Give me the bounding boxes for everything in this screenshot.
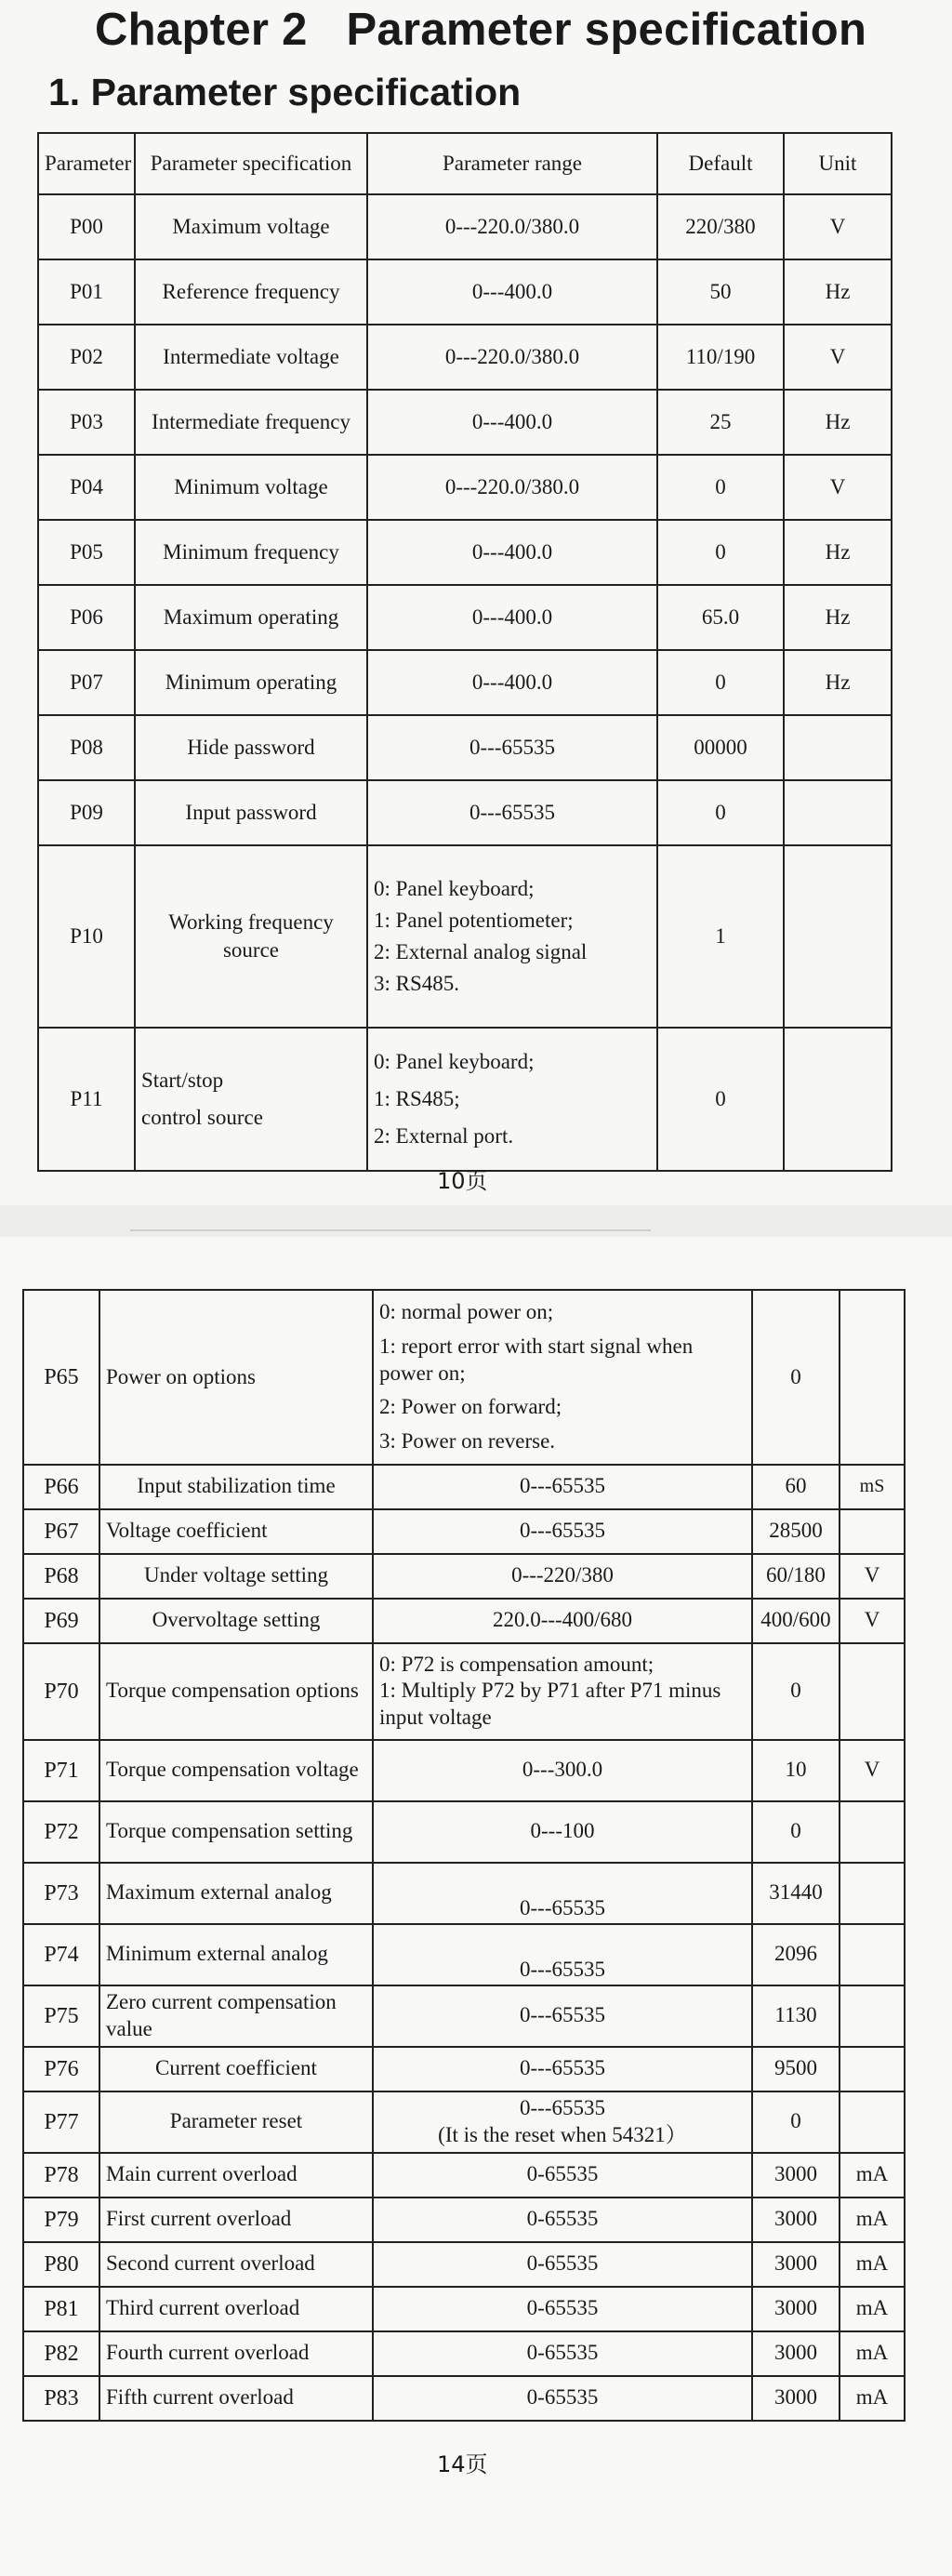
table-row — [38, 455, 892, 520]
param-default: 1130 — [752, 1985, 840, 2047]
param-code: P01 — [38, 259, 135, 325]
param-spec: Minimum voltage — [135, 455, 367, 520]
table-row-p10 — [38, 845, 892, 1028]
param-spec: Voltage coefficient — [99, 1509, 373, 1554]
param-unit: V — [784, 194, 892, 259]
param-spec: Maximum operating — [135, 585, 367, 650]
param-code: P00 — [38, 194, 135, 259]
table-row-p65 — [23, 1290, 905, 1465]
param-code: P80 — [23, 2242, 99, 2287]
param-unit — [784, 1028, 892, 1171]
param-default: 400/600 — [752, 1599, 840, 1643]
param-spec: Under voltage setting — [99, 1554, 373, 1599]
section-title: 1. Parameter specification — [48, 71, 522, 113]
param-default: 0 — [657, 780, 784, 845]
table-row — [38, 194, 892, 259]
param-spec: Minimum operating — [135, 650, 367, 715]
param-range: 0-65535 — [373, 2198, 752, 2242]
option-item: 1: RS485; — [374, 1087, 460, 1111]
param-range: 0---300.0 — [373, 1740, 752, 1801]
range-line: 0---65535 — [520, 2096, 605, 2119]
header-default: Default — [657, 133, 784, 194]
table-row — [38, 390, 892, 455]
param-default: 00000 — [657, 715, 784, 780]
param-range: 0-65535 — [373, 2376, 752, 2421]
param-range: 0---65535 — [373, 1985, 752, 2047]
param-range: 0---400.0 — [367, 390, 657, 455]
param-range: 0---100 — [373, 1801, 752, 1863]
table-row — [23, 2242, 905, 2287]
param-code: P09 — [38, 780, 135, 845]
param-code: P10 — [38, 845, 135, 1028]
param-range: 0---65535 — [373, 1509, 752, 1554]
param-unit — [784, 845, 892, 1028]
param-range: 0---220.0/380.0 — [367, 194, 657, 259]
table-row — [23, 2376, 905, 2421]
table-row — [38, 715, 892, 780]
param-default: 3000 — [752, 2331, 840, 2376]
table-row — [38, 780, 892, 845]
param-code: P68 — [23, 1554, 99, 1599]
param-unit — [840, 1801, 905, 1863]
param-code: P78 — [23, 2153, 99, 2198]
header-range: Parameter range — [367, 133, 657, 194]
param-default: 60/180 — [752, 1554, 840, 1599]
option-item: 2: External analog signal — [374, 940, 588, 963]
table-row — [23, 2047, 905, 2091]
param-default: 9500 — [752, 2047, 840, 2091]
param-code: P73 — [23, 1863, 99, 1924]
param-default: 50 — [657, 259, 784, 325]
param-code: P03 — [38, 390, 135, 455]
page-divider — [130, 1229, 651, 1231]
param-unit: mA — [840, 2242, 905, 2287]
param-default: 3000 — [752, 2287, 840, 2331]
param-default: 0 — [657, 455, 784, 520]
param-code: P05 — [38, 520, 135, 585]
param-unit: mS — [840, 1465, 905, 1509]
option-item: 2: Power on forward; — [379, 1395, 562, 1419]
param-default: 110/190 — [657, 325, 784, 390]
param-spec: Parameter reset — [99, 2091, 373, 2153]
param-code: P67 — [23, 1509, 99, 1554]
param-default: 65.0 — [657, 585, 784, 650]
param-default: 25 — [657, 390, 784, 455]
param-unit — [840, 1643, 905, 1740]
param-spec: Fourth current overload — [99, 2331, 373, 2376]
param-default: 0 — [752, 2091, 840, 2153]
param-unit: mA — [840, 2153, 905, 2198]
page-10 — [0, 0, 952, 1205]
option-item: 0: normal power on; — [379, 1300, 554, 1323]
parameter-table-page-10 — [37, 132, 892, 1172]
param-default: 60 — [752, 1465, 840, 1509]
param-spec: Zero current compensation value — [99, 1985, 373, 2047]
page-14 — [0, 1237, 952, 2576]
param-spec: Current coefficient — [99, 2047, 373, 2091]
param-range: 0---400.0 — [367, 585, 657, 650]
header-spec: Parameter specification — [135, 133, 367, 194]
param-default: 2096 — [752, 1924, 840, 1985]
param-code: P75 — [23, 1985, 99, 2047]
param-unit: Hz — [784, 650, 892, 715]
param-unit: mA — [840, 2287, 905, 2331]
param-spec: Second current overload — [99, 2242, 373, 2287]
param-unit: Hz — [784, 585, 892, 650]
param-range: 0-65535 — [373, 2287, 752, 2331]
param-code: P83 — [23, 2376, 99, 2421]
param-code: P82 — [23, 2331, 99, 2376]
table-row — [23, 1985, 905, 2047]
param-range: 0---220.0/380.0 — [367, 325, 657, 390]
param-code: P79 — [23, 2198, 99, 2242]
param-spec: Hide password — [135, 715, 367, 780]
table-row-p70 — [23, 1643, 905, 1740]
param-spec: Minimum frequency — [135, 520, 367, 585]
param-code: P07 — [38, 650, 135, 715]
param-range: 0---65535 — [367, 780, 657, 845]
param-default: 3000 — [752, 2153, 840, 2198]
param-spec: Intermediate voltage — [135, 325, 367, 390]
param-default: 0 — [657, 650, 784, 715]
param-spec: Reference frequency — [135, 259, 367, 325]
param-range: 0---65535 — [373, 1863, 752, 1924]
param-default: 1 — [657, 845, 784, 1028]
param-unit: V — [840, 1599, 905, 1643]
table-row — [23, 1465, 905, 1509]
param-code: P71 — [23, 1740, 99, 1801]
table-header-row — [38, 133, 892, 194]
param-unit: V — [840, 1554, 905, 1599]
param-spec: Input password — [135, 780, 367, 845]
param-default: 3000 — [752, 2376, 840, 2421]
param-range-options — [367, 1028, 657, 1171]
table-row — [23, 1509, 905, 1554]
param-code: P81 — [23, 2287, 99, 2331]
param-range: 0---400.0 — [367, 520, 657, 585]
param-range: 0---220/380 — [373, 1554, 752, 1599]
param-range — [373, 2091, 752, 2153]
param-range: 0---65535 — [373, 1465, 752, 1509]
param-unit — [840, 1509, 905, 1554]
param-range: 0---220.0/380.0 — [367, 455, 657, 520]
param-unit — [784, 715, 892, 780]
range-line: (It is the reset when 54321） — [438, 2122, 687, 2146]
header-parameter: Parameter — [38, 133, 135, 194]
param-range-options — [367, 845, 657, 1028]
param-range: 0-65535 — [373, 2242, 752, 2287]
param-default: 0 — [657, 520, 784, 585]
param-spec: Minimum external analog — [99, 1924, 373, 1985]
option-item: 0: Panel keyboard; — [374, 1050, 535, 1074]
option-item: 2: External port. — [374, 1123, 514, 1148]
spec-line: Start/stop — [141, 1069, 224, 1093]
param-range: 0-65535 — [373, 2153, 752, 2198]
table-row — [23, 1554, 905, 1599]
param-unit: Hz — [784, 259, 892, 325]
param-default: 10 — [752, 1740, 840, 1801]
param-code: P06 — [38, 585, 135, 650]
param-unit: mA — [840, 2198, 905, 2242]
param-range: 0---400.0 — [367, 259, 657, 325]
param-spec: Main current overload — [99, 2153, 373, 2198]
table-row — [23, 1924, 905, 1985]
option-item: 3: RS485. — [374, 971, 460, 995]
param-unit: mA — [840, 2376, 905, 2421]
param-default: 0 — [752, 1801, 840, 1863]
option-item: 0: P72 is compensation amount; — [379, 1652, 654, 1676]
table-row — [23, 1740, 905, 1801]
param-spec: Torque compensation setting — [99, 1801, 373, 1863]
param-unit: V — [784, 325, 892, 390]
param-spec: Power on options — [99, 1290, 373, 1465]
param-range-options — [373, 1290, 752, 1465]
param-spec: Maximum voltage — [135, 194, 367, 259]
param-code: P65 — [23, 1290, 99, 1465]
table-row — [23, 2287, 905, 2331]
table-row — [23, 2331, 905, 2376]
table-row — [23, 1599, 905, 1643]
param-unit — [840, 1290, 905, 1465]
table-row — [38, 585, 892, 650]
page-number: 14页 — [437, 2451, 488, 2477]
table-row — [23, 2198, 905, 2242]
param-unit: V — [784, 455, 892, 520]
param-unit — [840, 2047, 905, 2091]
param-spec: Torque compensation options — [99, 1643, 373, 1740]
table-row — [38, 650, 892, 715]
option-item: 1: Panel potentiometer; — [374, 909, 574, 933]
param-range-options — [373, 1643, 752, 1740]
page-number: 10页 — [437, 1168, 488, 1194]
spec-line: control source — [141, 1106, 263, 1129]
param-spec: First current overload — [99, 2198, 373, 2242]
param-default: 220/380 — [657, 194, 784, 259]
param-code: P72 — [23, 1801, 99, 1863]
param-spec: Input stabilization time — [99, 1465, 373, 1509]
param-spec: Torque compensation voltage — [99, 1740, 373, 1801]
table-row-p11 — [38, 1028, 892, 1171]
param-range: 0---65535 — [373, 2047, 752, 2091]
param-code: P76 — [23, 2047, 99, 2091]
table-row — [23, 1801, 905, 1863]
param-unit: Hz — [784, 390, 892, 455]
table-row — [23, 1863, 905, 1924]
param-range: 0---65535 — [367, 715, 657, 780]
param-default: 28500 — [752, 1509, 840, 1554]
table-row — [38, 259, 892, 325]
param-default: 3000 — [752, 2242, 840, 2287]
parameter-table-page-14 — [22, 1289, 906, 2422]
param-unit — [840, 1985, 905, 2047]
option-item: 0: Panel keyboard; — [374, 877, 535, 901]
table-row-p77 — [23, 2091, 905, 2153]
param-default: 3000 — [752, 2198, 840, 2242]
param-code: P04 — [38, 455, 135, 520]
param-code: P70 — [23, 1643, 99, 1740]
param-code: P66 — [23, 1465, 99, 1509]
option-item: 1: Multiply P72 by P71 after P71 minus input voltage — [379, 1679, 721, 1730]
param-unit: mA — [840, 2331, 905, 2376]
param-range: 0---400.0 — [367, 650, 657, 715]
param-unit — [840, 1924, 905, 1985]
table-row — [38, 325, 892, 390]
table-row — [38, 520, 892, 585]
param-range: 0-65535 — [373, 2331, 752, 2376]
param-unit — [784, 780, 892, 845]
param-range: 0---65535 — [373, 1924, 752, 1985]
param-spec: Maximum external analog — [99, 1863, 373, 1924]
header-unit: Unit — [784, 133, 892, 194]
option-item: 1: report error with start signal when power on; — [379, 1334, 694, 1385]
param-code: P11 — [38, 1028, 135, 1171]
param-unit: Hz — [784, 520, 892, 585]
chapter-title: Chapter 2 Parameter specification — [95, 5, 867, 55]
param-code: P74 — [23, 1924, 99, 1985]
param-spec: Third current overload — [99, 2287, 373, 2331]
param-unit: V — [840, 1740, 905, 1801]
param-code: P69 — [23, 1599, 99, 1643]
param-spec: Fifth current overload — [99, 2376, 373, 2421]
param-unit — [840, 2091, 905, 2153]
param-default: 0 — [752, 1290, 840, 1465]
param-unit — [840, 1863, 905, 1924]
table-row — [23, 2153, 905, 2198]
param-range: 220.0---400/680 — [373, 1599, 752, 1643]
option-item: 3: Power on reverse. — [379, 1429, 556, 1453]
param-spec — [135, 1028, 367, 1171]
param-default: 0 — [657, 1028, 784, 1171]
param-default: 0 — [752, 1643, 840, 1740]
param-spec: Working frequency source — [135, 845, 367, 1028]
param-spec: Intermediate frequency — [135, 390, 367, 455]
param-default: 31440 — [752, 1863, 840, 1924]
param-code: P08 — [38, 715, 135, 780]
param-spec: Overvoltage setting — [99, 1599, 373, 1643]
param-code: P77 — [23, 2091, 99, 2153]
page-gap — [0, 1205, 952, 1237]
param-code: P02 — [38, 325, 135, 390]
